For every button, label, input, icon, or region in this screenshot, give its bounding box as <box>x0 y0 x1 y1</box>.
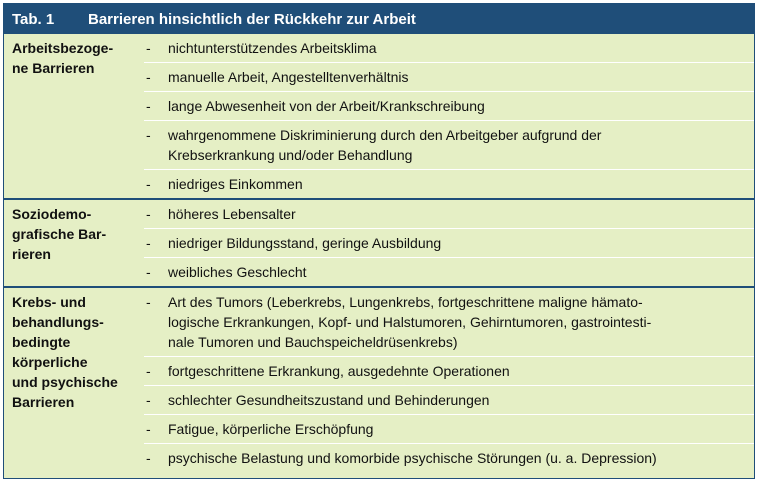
group-label: Soziodemo- grafische Bar- rieren <box>12 206 107 262</box>
group-label: Arbeitsbezoge- ne Barrieren <box>12 40 114 76</box>
bullet-dash: - <box>146 450 151 466</box>
row-text: Art des Tumors (Leberkrebs, Lungenkrebs, fortgeschrittene maligne hämato- logische Erkrankungen, Kopf- und Halstumoren, Gehirntumoren, gastrointesti- nale Tumoren und Bauchspeicheldrüsenkrebs) <box>168 294 652 350</box>
bullet-dash: - <box>146 363 151 379</box>
table-row <box>144 62 754 91</box>
bullet-dash: - <box>146 127 151 143</box>
table-row <box>144 288 754 356</box>
barriers-table <box>3 3 755 479</box>
table-row <box>144 120 754 169</box>
table-body <box>4 34 754 472</box>
row-text: lange Abwesenheit von der Arbeit/Krankschreibung <box>168 98 485 114</box>
group-items <box>144 200 754 286</box>
row-text: wahrgenommene Diskriminierung durch den Arbeitgeber aufgrund der Krebserkrankung und/oder Behandlung <box>168 127 602 163</box>
row-text: psychische Belastung und komorbide psychische Störungen (u. a. Depression) <box>168 450 657 466</box>
table-title-bar <box>4 4 754 34</box>
table-group <box>4 34 754 198</box>
bullet-dash: - <box>146 206 151 222</box>
group-items <box>144 34 754 198</box>
table-number: Tab. 1 <box>12 10 55 28</box>
row-text: nichtunterstützendes Arbeitsklima <box>168 40 377 56</box>
row-text: höheres Lebensalter <box>168 206 296 222</box>
table-row <box>144 356 754 385</box>
group-label: Krebs- und behandlungs- bedingte körperliche und psychische Barrieren <box>12 294 118 410</box>
group-items <box>144 288 754 472</box>
table-row <box>144 228 754 257</box>
bullet-dash: - <box>146 98 151 114</box>
table-row <box>144 385 754 414</box>
row-text: weibliches Geschlecht <box>168 264 307 280</box>
table-group <box>4 286 754 472</box>
bullet-dash: - <box>146 40 151 56</box>
bullet-dash: - <box>146 235 151 251</box>
row-text: manuelle Arbeit, Angestelltenverhältnis <box>168 69 409 85</box>
row-text: niedriges Einkommen <box>168 176 303 192</box>
table-row <box>144 169 754 198</box>
table-row <box>144 443 754 472</box>
table-row <box>144 414 754 443</box>
table-group <box>4 198 754 286</box>
bullet-dash: - <box>146 69 151 85</box>
table-row <box>144 200 754 228</box>
bullet-dash: - <box>146 176 151 192</box>
table-row <box>144 257 754 286</box>
row-text: schlechter Gesundheitszustand und Behinderungen <box>168 392 490 408</box>
bullet-dash: - <box>146 392 151 408</box>
bullet-dash: - <box>146 264 151 280</box>
table-row <box>144 91 754 120</box>
row-text: fortgeschrittene Erkrankung, ausgedehnte Operationen <box>168 363 510 379</box>
bullet-dash: - <box>146 421 151 437</box>
table-title: Barrieren hinsichtlich der Rückkehr zur Arbeit <box>88 10 416 28</box>
row-text: niedriger Bildungsstand, geringe Ausbildung <box>168 235 442 251</box>
bullet-dash: - <box>146 294 151 310</box>
row-text: Fatigue, körperliche Erschöpfung <box>168 421 374 437</box>
table-row <box>144 34 754 62</box>
